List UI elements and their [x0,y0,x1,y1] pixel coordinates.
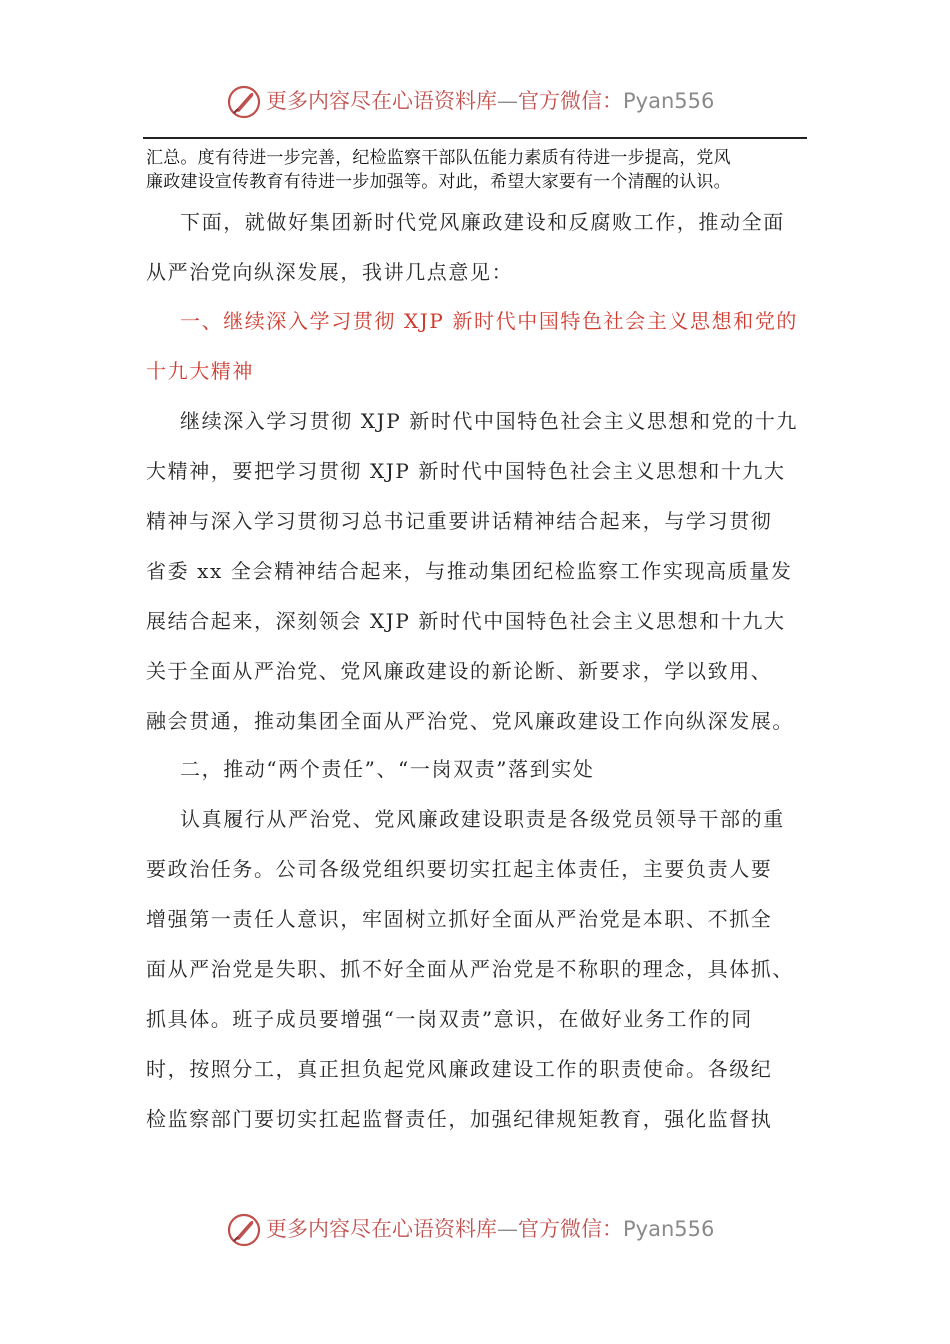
heading-line: 二，推动“两个责任”、“一岗双责”落到实处 [180,757,595,781]
heading-line: 一、继续深入学习贯彻 XJP 新时代中国特色社会主义思想和党的 [180,309,799,333]
text-line: 关于全面从严治党、党风廉政建设的新论断、新要求，学以致用、 [146,659,773,683]
text-line: 下面，就做好集团新时代党风廉政建设和反腐败工作，推动全面 [180,210,785,234]
footer-site-name: 更多内容尽在心语资料库 [266,1217,497,1241]
quill-logo-icon [226,84,262,120]
text-line: 廉政建设宣传教育有待进一步加强等。对此，希望大家要有一个清醒的认识。 [146,172,731,192]
text-line: 面从严治党是失职、抓不好全面从严治党是不称职的理念，具体抓、 [146,957,794,981]
header-banner [0,80,950,124]
footer-wechat-label: 官方微信： [518,1217,623,1241]
footer-banner-text [266,1214,714,1244]
text-line: 检监察部门要切实扛起监督责任，加强纪律规矩教育，强化监督执 [146,1107,773,1131]
text-line: 继续深入学习贯彻 XJP 新时代中国特色社会主义思想和党的十九 [180,409,799,433]
text-line: 展结合起来，深刻领会 XJP 新时代中国特色社会主义思想和十九大 [146,609,786,633]
section-heading-2 [146,744,810,794]
quill-logo-icon [226,1212,262,1248]
header-wechat-label: 官方微信： [518,89,623,113]
text-line: 省委 xx 全会精神结合起来，与推动集团纪检监察工作实现高质量发 [146,559,793,583]
text-line: 时，按照分工，真正担负起党风廉政建设工作的职责使命。各级纪 [146,1057,773,1081]
header-rule [143,137,807,139]
text-line: 认真履行从严治党、党风廉政建设职责是各级党员领导干部的重 [180,807,785,831]
footer-wechat-id: Pyan556 [623,1217,715,1241]
footer-dash: — [497,1217,518,1241]
header-wechat-id: Pyan556 [623,89,715,113]
text-line: 从严治党向纵深发展，我讲几点意见： [146,260,514,284]
header-dash: — [497,89,518,113]
header-site-name: 更多内容尽在心语资料库 [266,89,497,113]
text-line: 汇总。度有待进一步完善，纪检监察干部队伍能力素质有待进一步提高，党风 [146,148,731,168]
paragraph-1 [146,197,810,297]
footer-banner [0,1208,950,1252]
text-line: 融会贯通，推动集团全面从严治党、党风廉政建设工作向纵深发展。 [146,709,794,733]
text-line: 精神与深入学习贯彻习总书记重要讲话精神结合起来，与学习贯彻 [146,509,773,533]
text-line: 大精神，要把学习贯彻 XJP 新时代中国特色社会主义思想和十九大 [146,459,786,483]
paragraph-3 [146,794,810,1144]
text-line: 抓具体。班子成员要增强“一岗双责”意识，在做好业务工作的同 [146,1007,753,1031]
text-line: 要政治任务。公司各级党组织要切实扛起主体责任，主要负责人要 [146,857,773,881]
text-line: 增强第一责任人意识，牢固树立抓好全面从严治党是本职、不抓全 [146,907,773,931]
header-banner-text [266,86,714,116]
section-heading-1 [146,296,810,396]
intro-paragraph [146,146,810,194]
heading-line: 十九大精神 [146,359,254,383]
paragraph-2 [146,396,810,746]
